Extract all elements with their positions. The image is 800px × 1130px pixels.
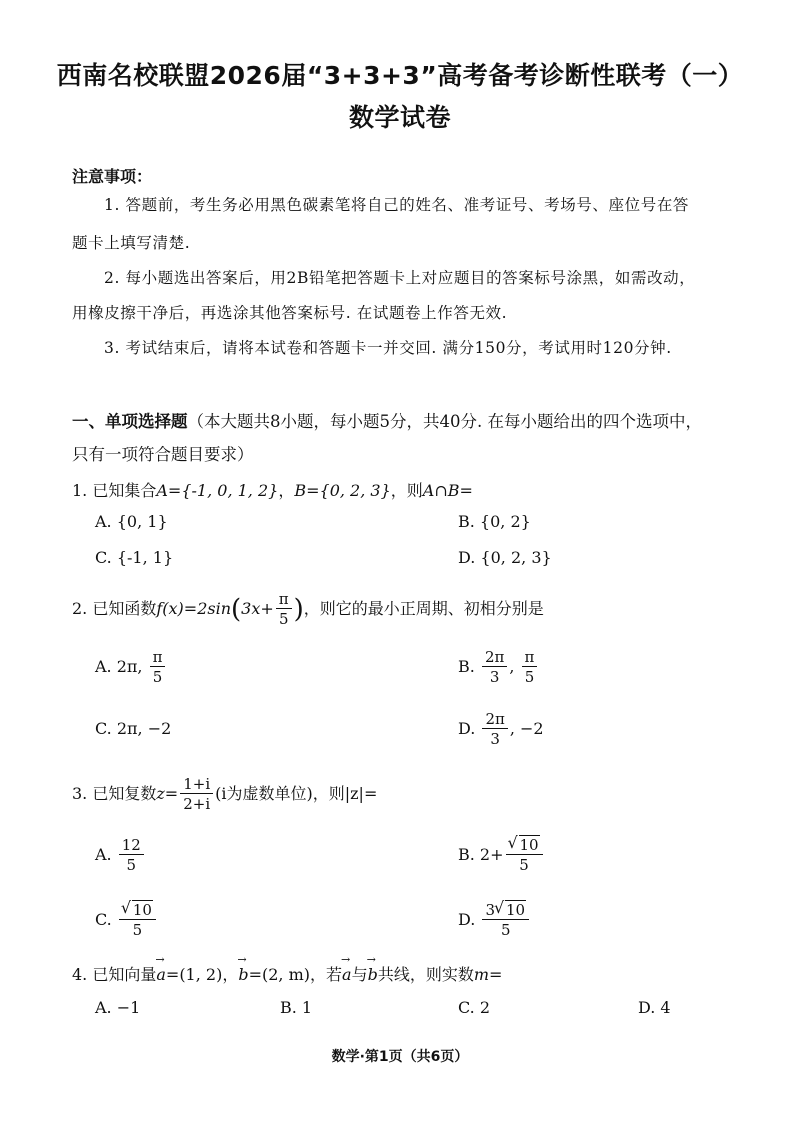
q3-option-c-label: C. [95,910,112,929]
q3-option-b-label: B. 2+ [458,845,504,864]
q2-opt-d-num: 2π [482,710,507,729]
q4-stem-text-b: 共线，则实数 [377,965,474,984]
q3-option-d[interactable] [458,901,531,940]
q4-vector-a-ref: → a [342,965,352,984]
q4-stem-text: 4. 已知向量 [72,965,157,984]
q2-option-b-frac1 [482,648,507,687]
q1-comma: ， [278,481,295,500]
q4-m: m= [473,965,503,984]
q2-option-d[interactable] [458,710,544,749]
q4-vector-b: → b [238,965,248,984]
q2-opt-d-den: 3 [490,730,500,748]
q1-set-b: B={0, 2, 3} [294,481,391,500]
question-3-stem [72,775,377,814]
q2-option-c[interactable]: C. 2π, −2 [95,719,172,738]
q3-opt-c-rad: 10 [132,901,152,919]
q2-arg: 3x+ [241,599,274,618]
q2-option-b-comma: , [509,657,515,676]
section1-heading: 一、单项选择题 [72,412,188,431]
q3-opt-c-sqrt [122,901,153,919]
q1-set-a: A={-1, 0, 1, 2} [156,481,279,500]
q2-right-paren: ) [293,594,304,625]
exam-title-line2: 数学试卷 [348,103,451,132]
q3-opt-d-rad: 10 [505,901,526,919]
q2-option-a-frac [150,648,166,687]
q4-vector-a-value: =(1, 2)， [165,965,239,984]
q4-option-d[interactable]: D. 4 [638,998,671,1017]
q4-vector-a: → a [156,965,166,984]
q2-opt-b-num1: 2π [482,648,507,667]
q2-option-b[interactable] [458,648,539,687]
q2-left-paren: ( [231,594,242,625]
q2-opt-b-den2: 5 [524,668,535,686]
q1-stem-text-b: ，则 [390,481,423,500]
q2-option-a[interactable] [95,648,167,687]
q2-option-d-frac [482,710,507,749]
notice-item-1-cont: 题卡上填写清楚. [72,234,191,252]
section1-desc-line2: 只有一项符合题目要求） [72,445,254,464]
notice-item-1: 1. 答题前，考生务必用黑色碳素笔将自己的姓名、准考证号、考场号、座位号在答 [104,196,690,214]
q2-option-d-label: D. [458,719,476,738]
q2-opt-a-den: 5 [152,668,163,686]
notice-item-2-cont: 用橡皮擦干净后，再选涂其他答案标号. 在试题卷上作答无效. [72,304,508,322]
q2-fraction [276,590,292,629]
q3-stem-text-b: (i为虚数单位)，则|z|= [215,784,378,803]
q3-opt-a-num: 12 [119,836,144,855]
q2-frac-num: π [276,590,292,609]
question-1-stem [72,478,473,501]
q3-opt-b-rad: 10 [519,836,539,854]
q2-opt-b-den1: 3 [489,668,500,686]
q3-option-a[interactable] [95,836,146,875]
page-footer: 数学·第1页（共6页） [331,1049,469,1065]
q3-opt-b-den: 5 [519,856,529,874]
q4-vector-b-ref: → b [368,965,378,984]
q2-function: f(x)=2sin [156,599,232,618]
q1-option-d[interactable]: D. {0, 2, 3} [458,548,552,567]
q3-option-b-frac [506,836,543,875]
q2-option-b-frac2 [522,648,538,687]
q4-with: 与 [351,965,368,984]
q4-option-b[interactable]: B. 1 [280,998,313,1017]
q3-option-d-label: D. [458,910,476,929]
q3-option-a-label: A. [95,845,112,864]
q2-stem-text-b: ，则它的最小正周期、初相分别是 [303,599,544,618]
q3-option-c-frac [119,901,156,940]
q3-opt-b-sqrt [509,836,540,854]
q3-opt-d-den: 5 [500,921,511,939]
q4-option-c[interactable]: C. 2 [458,998,491,1017]
q1-stem-text: 1. 已知集合 [72,481,157,500]
notice-heading: 注意事项： [72,167,153,186]
q3-frac-num: 1+i [180,775,213,794]
section1-desc: （本大题共8小题，每小题5分，共40分. 在每小题给出的四个选项中， [187,412,702,431]
q3-option-b[interactable] [458,836,545,875]
q2-option-b-label: B. [458,657,475,676]
q2-frac-den: 5 [278,610,289,628]
q3-opt-d-sqrt [495,901,526,919]
q3-fraction [180,775,213,814]
q2-option-a-label: A. 2π, [95,657,143,676]
q4-option-a[interactable]: A. −1 [95,998,141,1017]
q1-option-b[interactable]: B. {0, 2} [458,512,531,531]
q3-opt-c-den: 5 [132,921,143,939]
question-2-stem [72,590,544,629]
q3-stem-text: 3. 已知复数 [72,784,157,803]
exam-title-line1: 西南名校联盟2026届“3+3+3”高考备考诊断性联考（一） [56,61,744,90]
q2-opt-b-num2: π [522,648,538,667]
q2-stem-text: 2. 已知函数 [72,599,157,618]
notice-item-2: 2. 每小题选出答案后，用2B铅笔把答题卡上对应题目的答案标号涂黑，如需改动， [104,269,696,287]
q3-option-c[interactable] [95,901,158,940]
q3-z: z= [156,784,179,803]
q3-opt-a-den: 5 [126,856,137,874]
q4-vector-b-value: =(2, m)，若 [248,965,343,984]
q2-option-d-tail: , −2 [509,719,544,738]
q1-option-c[interactable]: C. {-1, 1} [95,548,174,567]
q3-frac-den: 2+i [183,795,211,813]
q2-opt-a-num: π [150,648,166,667]
q3-option-d-frac [482,901,529,940]
q1-expression: A∩B= [422,481,473,500]
section1-header [72,408,702,432]
q1-option-a[interactable]: A. {0, 1} [95,512,168,531]
q3-opt-d-coef: 3 [485,901,495,919]
q3-option-a-frac [119,836,144,875]
notice-item-3: 3. 考试结束后，请将本试卷和答题卡一并交回. 满分150分，考试用时120分钟. [104,339,672,357]
question-4-stem [72,962,502,985]
